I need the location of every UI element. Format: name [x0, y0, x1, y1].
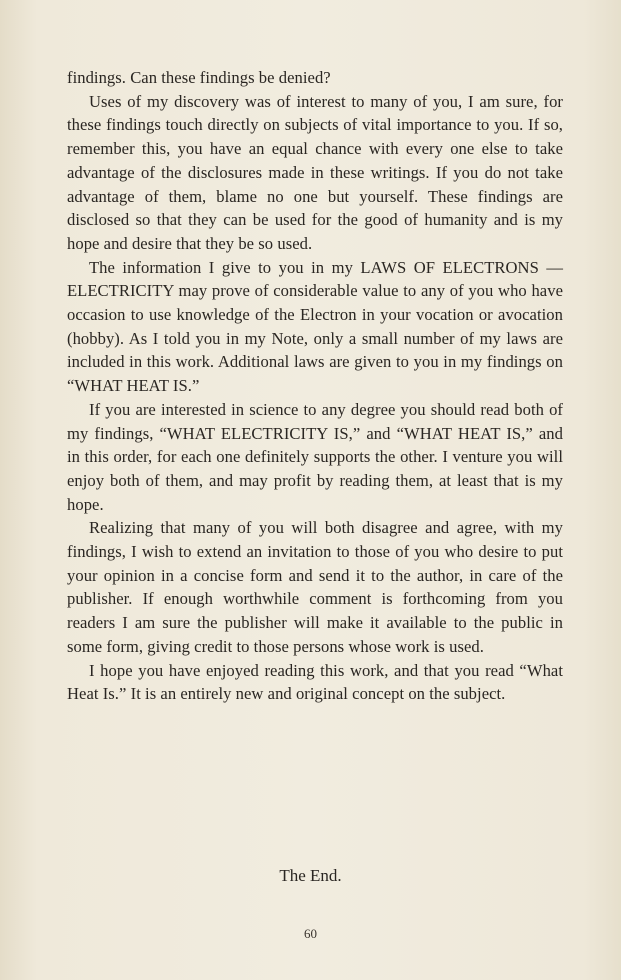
- paragraph-continuation: findings. Can these findings be denied?: [67, 68, 331, 87]
- the-end-heading: The End.: [279, 866, 342, 885]
- paragraph-closing-hope: I hope you have enjoyed reading this work, and that you read “What Heat Is.” It is an entirely new and original concept on the subject.: [67, 660, 563, 704]
- page-number: 60: [304, 926, 317, 941]
- paragraph-uses-of-discovery: Uses of my discovery was of interest to many of you, I am sure, for these findings touch directly on subjects of vital importance to you. If so, remember this, you have an equal chance with every one else to take advantage of the disclosures made in these writings. If you do not take advantage of them, blame no one but yourself. These findings are disclosed so that they can be used for the good of humanity and is my hope and desire that they be so used.: [67, 91, 563, 253]
- body-text: [67, 66, 563, 706]
- paragraph-science-interest: If you are interested in science to any degree you should read both of my findings, “WHAT ELECTRICITY IS,” and “WHAT HEAT IS,” and in this order, for each one definitely supports the other. I venture you will enjoy both of them, and may profit by reading them, at least that is my hope.: [67, 399, 563, 514]
- paragraph-invitation: Realizing that many of you will both disagree and agree, with my findings, I wish to extend an invitation to those of you who desire to put your opinion in a concise form and send it to the author, in care of the publisher. If enough worthwhile comment is forthcoming from you readers I am sure the publisher will make it available to the public in some form, giving credit to those persons whose work is used.: [67, 518, 563, 656]
- paragraph-laws-of-electrons: The information I give to you in my LAWS OF ELECTRONS — ELECTRICITY may prove of considerable value to any of you who have occasion to use knowledge of the Electron in your vocation or avocation (hobby). As I told you in my Note, only a small number of my laws are included in this work. Additional laws are given to you in my findings on “WHAT HEAT IS.”: [67, 257, 563, 396]
